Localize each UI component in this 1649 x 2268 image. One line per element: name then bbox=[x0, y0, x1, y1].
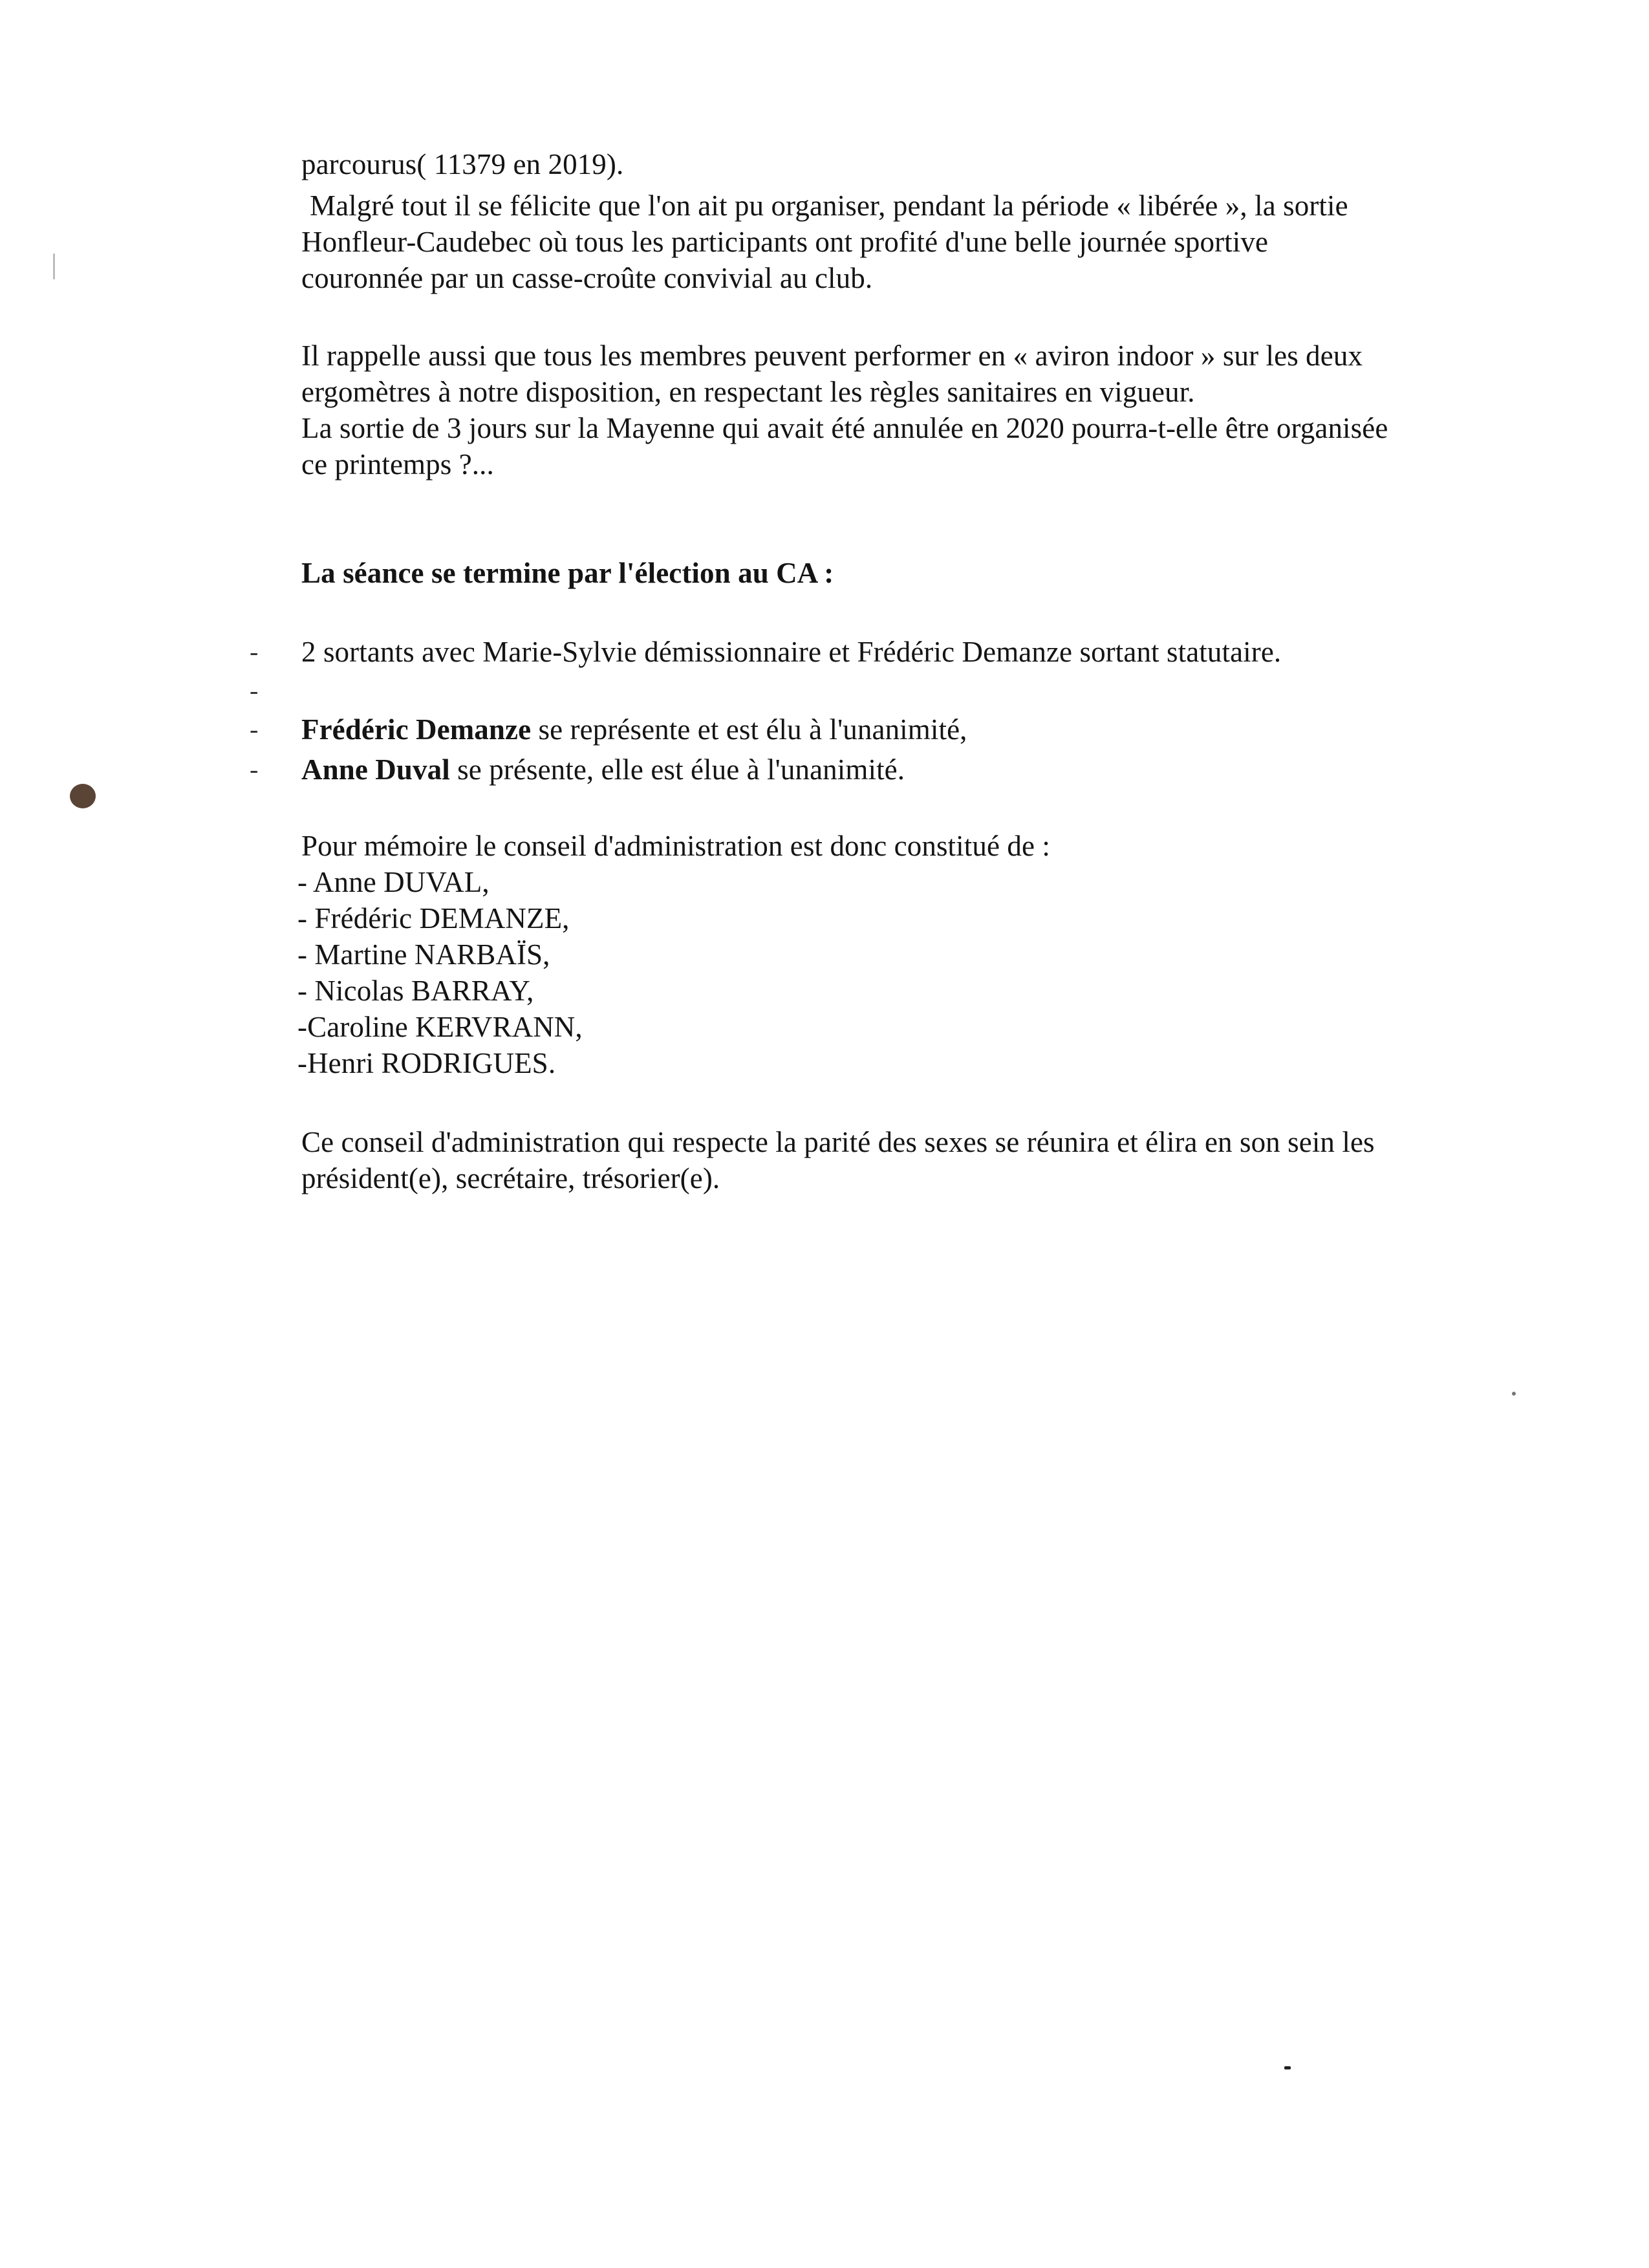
conseil-member: -Henri RODRIGUES. bbox=[297, 1047, 556, 1079]
election-item-text: se présente, elle est élue à l'unanimité. bbox=[449, 753, 905, 786]
rappel-line-1: Il rappelle aussi que tous les membres peuvent performer en « aviron indoor » sur les deux bbox=[301, 340, 1363, 372]
conseil-member: -Caroline KERVRANN, bbox=[297, 1011, 583, 1043]
rappel-line-3: La sortie de 3 jours sur la Mayenne qui avait été annulée en 2020 pourra-t-elle être organisée bbox=[301, 412, 1388, 444]
conseil-member: - Nicolas BARRAY, bbox=[297, 975, 534, 1007]
closing-line-1: Ce conseil d'administration qui respecte la parité des sexes se réunira et élira en son sein les bbox=[301, 1126, 1375, 1158]
rappel-line-4: ce printemps ?... bbox=[301, 448, 494, 481]
list-dash: - bbox=[250, 755, 259, 784]
conseil-intro: Pour mémoire le conseil d'administration est donc constitué de : bbox=[301, 830, 1051, 862]
election-heading: La séance se termine par l'élection au CA : bbox=[301, 557, 834, 589]
conseil-member: - Martine NARBAÏS, bbox=[297, 938, 550, 971]
intro-line-4: couronnée par un casse-croûte convivial au club. bbox=[301, 262, 873, 294]
election-item-3 bbox=[301, 751, 905, 788]
elected-name: Frédéric Demanze bbox=[301, 713, 532, 746]
intro-line-1: parcourus( 11379 en 2019). bbox=[301, 148, 624, 180]
list-dash: - bbox=[250, 637, 259, 666]
conseil-member: - Anne DUVAL, bbox=[297, 866, 490, 898]
ink-spot bbox=[70, 784, 96, 808]
conseil-member: - Frédéric DEMANZE, bbox=[297, 902, 570, 934]
scan-mark bbox=[53, 254, 55, 279]
rappel-line-2: ergomètres à notre disposition, en respectant les règles sanitaires en vigueur. bbox=[301, 376, 1195, 408]
list-dash: - bbox=[250, 676, 259, 705]
election-item-text: se représente et est élu à l'unanimité, bbox=[531, 713, 967, 746]
closing-line-2: président(e), secrétaire, trésorier(e). bbox=[301, 1162, 720, 1194]
scan-speck bbox=[1284, 2066, 1291, 2069]
scan-speck bbox=[1512, 1392, 1516, 1396]
election-item-1: 2 sortants avec Marie-Sylvie démissionnaire et Frédéric Demanze sortant statutaire. bbox=[301, 636, 1282, 668]
elected-name: Anne Duval bbox=[301, 753, 450, 786]
intro-line-2: Malgré tout il se félicite que l'on ait pu organiser, pendant la période « libérée », la sortie bbox=[310, 189, 1348, 222]
list-dash: - bbox=[250, 715, 259, 744]
intro-line-3: Honfleur-Caudebec où tous les participants ont profité d'une belle journée sportive bbox=[301, 226, 1269, 258]
election-item-2 bbox=[301, 711, 967, 748]
